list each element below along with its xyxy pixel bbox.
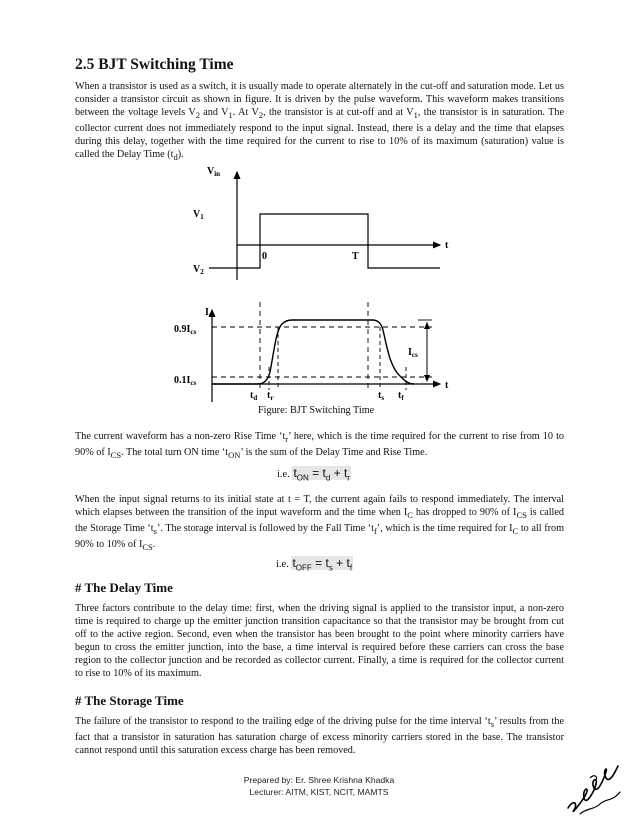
footer-line-2: Lecturer: AITM, KIST, NCIT, MAMTS: [249, 786, 389, 797]
delay-paragraph: Three factors contribute to the delay time: first, when the driving signal is applied to the transistor input, a non-zero time is required to charge up the emitter junction transition capacitance so that the transistor may be brought from cut off to the active region. Second, even when the transistor has been brought to the point where minority carriers have begun to cross the emitter junction, into the base, a time interval is required before these carriers can cross the base region to the collector junction and be recorded as collector current. Finally, a time is required for the collector current to rise to 10% of its maximum.: [75, 603, 564, 679]
bjt-switching-figure: [0, 162, 638, 402]
tr-label: $t_r$: [267, 390, 274, 402]
vin-label: $V_{in}$: [207, 166, 221, 178]
footer-line-1: Prepared by: Er. Shree Krishna Khadka: [243, 775, 395, 785]
ics-label: $I_{cs}$: [408, 347, 418, 359]
level-01-label: $0.1I_{cs}$: [174, 375, 197, 387]
T-label: T: [352, 251, 359, 262]
td-label: $t_d$: [250, 390, 258, 402]
intro-paragraph: When a transistor is used as a switch, it is usually made to operate alternately in the cut-off and saturation mode. Let us consider a transistor circuit as shown in figure. It is driven by the pulse waveform. This waveform makes transitions between the voltage levels $V_2$ and $V_1$. At $V_2$, the transistor is at cut-off and at $V_1$, the transistor is in saturation. The collector current does not immediately respond to the input signal. Instead, there is a delay and the time that elapses during this delay, together with the time required for the current to rise to 10% of its maximum (saturation) value is called the Delay Time $(t_d)$.: [75, 81, 564, 163]
v1-label: $V_1$: [193, 209, 204, 221]
toff-formula: i.e. $t_{OFF} = t_s + t_f$: [276, 556, 353, 573]
signature: [560, 758, 630, 818]
t-label-top: t: [445, 240, 449, 251]
delay-heading: # The Delay Time: [75, 580, 173, 595]
storage-paragraph: The failure of the transistor to respond to the trailing edge of the driving pulse for the time interval ‘$t_s$’ results from the fact that a transistor in saturation has saturation charge of excess minority carriers stored in the base. The transistor cannot respond until this saturation excess charge has been removed.: [75, 716, 564, 757]
tf-label: $t_f$: [398, 390, 404, 402]
collector-current-curve: [212, 320, 414, 384]
section-title: 2.5 BJT Switching Time: [75, 56, 234, 73]
input-pulse: [209, 214, 440, 268]
t-label-bottom: t: [445, 380, 449, 391]
level-09-label: $0.9I_{cs}$: [174, 324, 197, 336]
v2-label: $V_2$: [193, 264, 204, 276]
figure-caption: Figure: BJT Switching Time: [258, 405, 375, 416]
storage-intro-paragraph: When the input signal returns to its initial state at t = T, the current again fails to respond immediately. The interval which elapses between the transition of the input waveform and the time when $I_C$ has dropped to 90% of $I_{CS}$ is called the Storage Time ‘$t_s$’. The storage interval is followed by the Fall Time ‘$t_f$’, which is the time required for $I_C$ to all from 90% to 10% of $I_{CS}$.: [75, 494, 564, 553]
rise-paragraph: The current waveform has a non-zero Rise Time ‘$t_r$’ here, which is the time required for the current to rise from 10 to 90% of $I_{CS}$. The total turn ON time ‘$t_{ON}$’ is the sum of the Delay Time and Rise Time.: [75, 431, 564, 461]
ic-label: $I_c$: [205, 307, 213, 319]
zero-label: 0: [262, 251, 267, 262]
storage-heading: # The Storage Time: [75, 693, 184, 708]
footer: [0, 775, 638, 798]
ton-formula: i.e. $t_{ON} = t_d + t_r$: [277, 466, 350, 483]
ts-label: $t_s$: [378, 390, 385, 402]
